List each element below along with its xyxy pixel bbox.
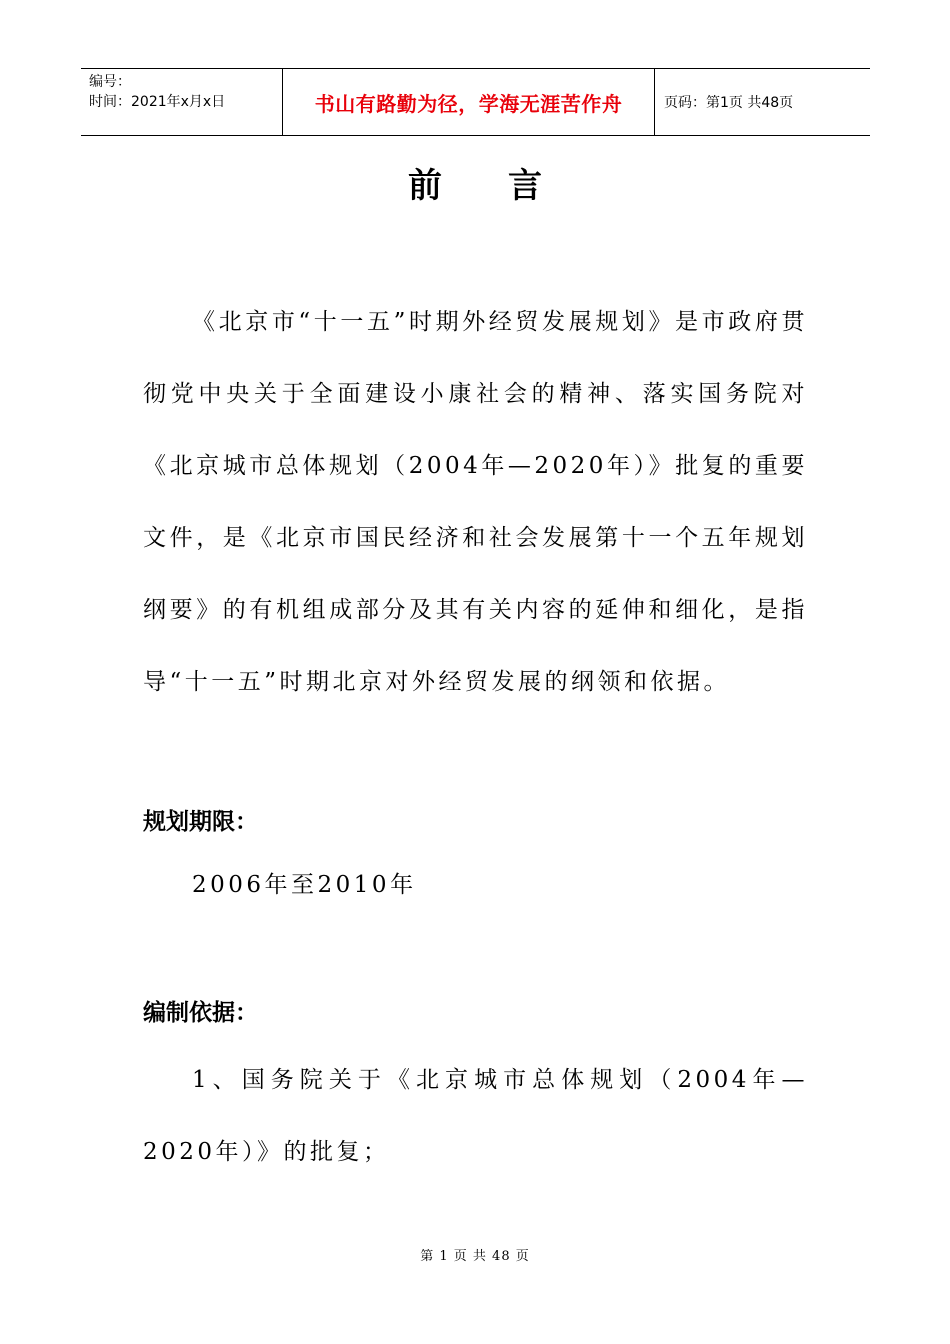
planning-period-value: 2006年至2010年 (192, 872, 417, 898)
header-motto: 书山有路勤为径，学海无涯苦作舟 (282, 69, 655, 135)
page-title: 前言 (408, 166, 608, 206)
document-header (81, 68, 870, 136)
header-number-label: 编号： (89, 74, 131, 90)
intro-paragraph: 《北京市“十一五”时期外经贸发展规划》是市政府贯彻党中央关于全面建设小康社会的精神、落实国务院对《北京城市总体规划（2004年—2020年）》批复的重要文件，是《北京市国民经济和社会发展第十一个五年规划纲要》的有机组成部分及其有关内容的延伸和细化，是指导“十一五”时期北京对外经贸发展的纲领和依据。 (143, 309, 808, 695)
header-page-label: 页码：第1页 共48页 (664, 95, 794, 111)
basis-item-1: 1、国务院关于《北京城市总体规划（2004年—2020年）》的批复； (143, 1067, 808, 1165)
planning-period-label: 规划期限： (143, 809, 258, 835)
header-meta-cell (81, 69, 282, 135)
header-time-label: 时间：2021年x月x日 (89, 94, 226, 110)
basis-label: 编制依据： (143, 1000, 258, 1026)
page-footer: 第 1 页 共 48 页 (420, 1249, 530, 1264)
